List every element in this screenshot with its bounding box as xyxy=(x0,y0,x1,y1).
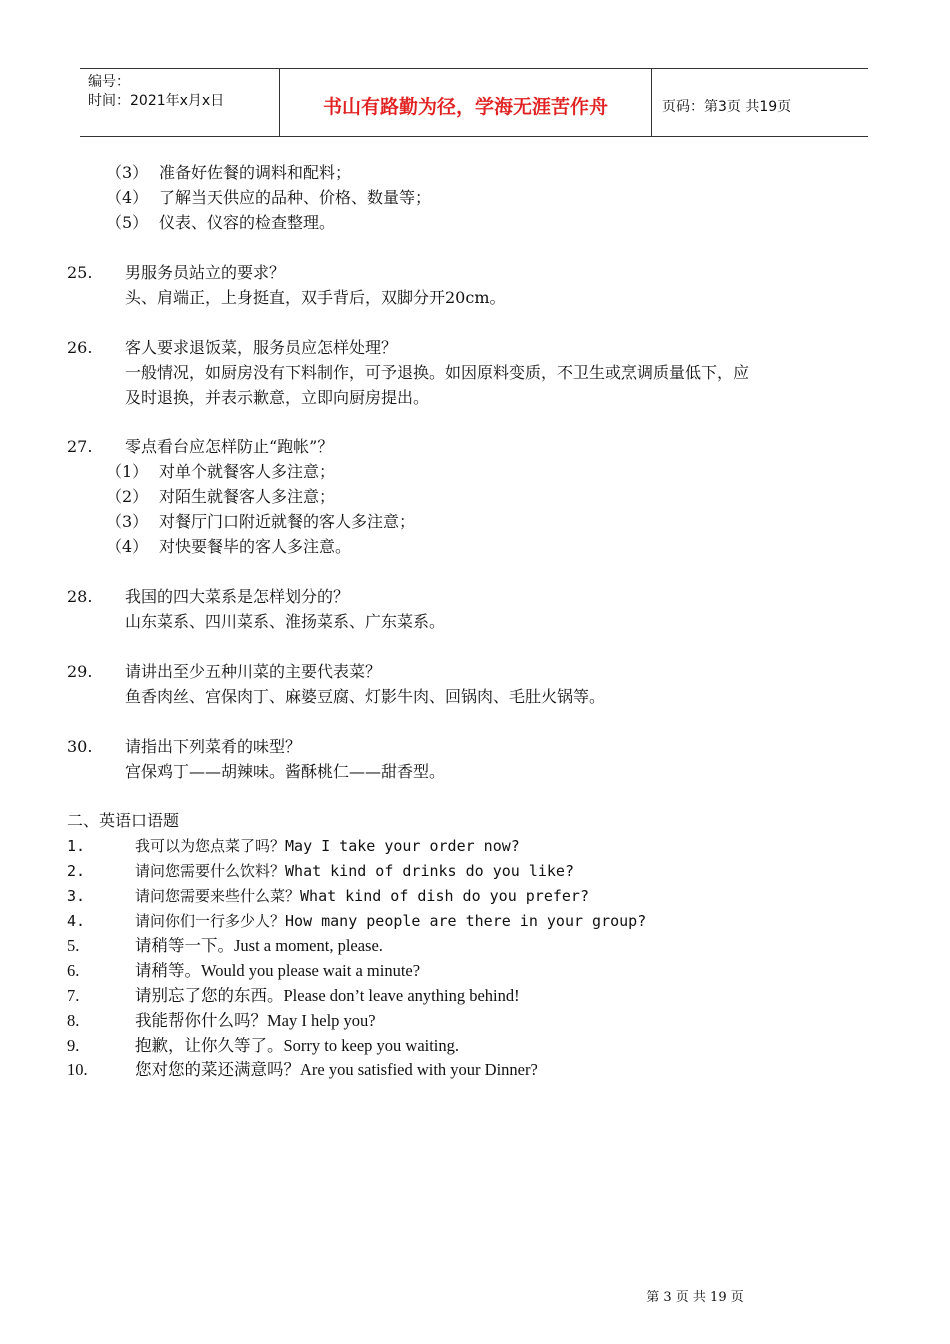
list-item-text: 对快要餐毕的客人多注意。 xyxy=(159,537,352,556)
question-number: 29. xyxy=(67,662,93,681)
list-item-number: （3） xyxy=(106,163,149,182)
question-number: 25. xyxy=(67,263,93,282)
phrase-number: 6. xyxy=(67,961,80,980)
question-number: 27. xyxy=(67,437,93,456)
phrase-number: 5. xyxy=(67,936,80,955)
question-text: 客人要求退饭菜，服务员应怎样处理？ xyxy=(125,338,398,357)
question-text: 零点看台应怎样防止“跑帐”？ xyxy=(125,437,334,456)
section-title-text: 二、英语口语题 xyxy=(67,811,180,830)
header-meta xyxy=(80,69,280,136)
phrase-number: 8. xyxy=(67,1011,80,1030)
phrase-text: 我能帮你什么吗？May I help you? xyxy=(135,1011,376,1030)
phrase-text: 请问你们一行多少人？How many people are there in your group? xyxy=(135,912,647,930)
answer-text: 及时退换，并表示歉意，立即向厨房提出。 xyxy=(125,388,430,407)
phrase-text: 请稍等一下。Just a moment, please. xyxy=(135,936,383,955)
page-footer: 第 3 页 共 19 页 xyxy=(646,1290,744,1305)
question-number: 30. xyxy=(67,737,93,756)
question-text: 男服务员站立的要求？ xyxy=(125,263,286,282)
list-item-text: 准备好佐餐的调料和配料； xyxy=(159,163,352,182)
code-label: 编号： xyxy=(88,74,130,90)
header-page-info: 页码：第3页 共19页 xyxy=(662,98,792,115)
list-item-number: （3） xyxy=(106,512,149,531)
phrase-number: 2. xyxy=(67,862,86,880)
list-item-text: 对陌生就餐客人多注意； xyxy=(159,487,336,506)
phrase-text: 请问您需要来些什么菜？What kind of dish do you prefer? xyxy=(135,887,589,905)
phrase-number: 7. xyxy=(67,986,80,1005)
list-item-number: （2） xyxy=(106,487,149,506)
list-item-text: 对单个就餐客人多注意； xyxy=(159,462,336,481)
answer-text: 鱼香肉丝、宫保肉丁、麻婆豆腐、灯影牛肉、回锅肉、毛肚火锅等。 xyxy=(125,687,606,706)
list-item-number: （4） xyxy=(106,537,149,556)
phrase-text: 请稍等。Would you please wait a minute? xyxy=(135,961,421,980)
answer-text: 一般情况，如厨房没有下料制作，可予退换。如因原料变质，不卫生或烹调质量低下，应 xyxy=(125,363,750,382)
question-text: 我国的四大菜系是怎样划分的？ xyxy=(125,587,350,606)
phrase-text: 抱歉，让你久等了。Sorry to keep you waiting. xyxy=(135,1036,460,1055)
list-item-text: 对餐厅门口附近就餐的客人多注意； xyxy=(159,512,416,531)
answer-text: 头、肩端正，上身挺直，双手背后，双脚分开20cm。 xyxy=(125,288,506,307)
phrase-text: 您对您的菜还满意吗？Are you satisfied with your Dinner? xyxy=(135,1060,538,1079)
question-text: 请指出下列菜肴的味型？ xyxy=(125,737,302,756)
time-label: 时间：2021年x月x日 xyxy=(88,93,225,109)
question-number: 28. xyxy=(67,587,93,606)
question-number: 26. xyxy=(67,338,93,357)
phrase-text: 我可以为您点菜了吗？May I take your order now? xyxy=(135,837,520,855)
answer-text: 宫保鸡丁——胡辣味。酱酥桃仁——甜香型。 xyxy=(125,762,446,781)
phrase-number: 1. xyxy=(67,837,86,855)
phrase-text: 请别忘了您的东西。Please don’t leave anything behind! xyxy=(135,986,520,1005)
phrase-number: 10. xyxy=(67,1060,88,1079)
answer-text: 山东菜系、四川菜系、淮扬菜系、广东菜系。 xyxy=(125,612,446,631)
phrase-text: 请问您需要什么饮料？What kind of drinks do you like? xyxy=(135,862,574,880)
phrase-number: 3. xyxy=(67,887,86,905)
list-item-number: （5） xyxy=(106,213,149,232)
phrase-number: 9. xyxy=(67,1036,80,1055)
list-item-text: 仪表、仪容的检查整理。 xyxy=(159,213,336,232)
list-item-text: 了解当天供应的品种、价格、数量等； xyxy=(159,188,432,207)
question-text: 请讲出至少五种川菜的主要代表菜？ xyxy=(125,662,382,681)
list-item-number: （1） xyxy=(106,462,149,481)
phrase-number: 4. xyxy=(67,912,86,930)
list-item-number: （4） xyxy=(106,188,149,207)
header-motto: 书山有路勤为径，学海无涯苦作舟 xyxy=(280,69,652,136)
page-header xyxy=(80,68,868,137)
